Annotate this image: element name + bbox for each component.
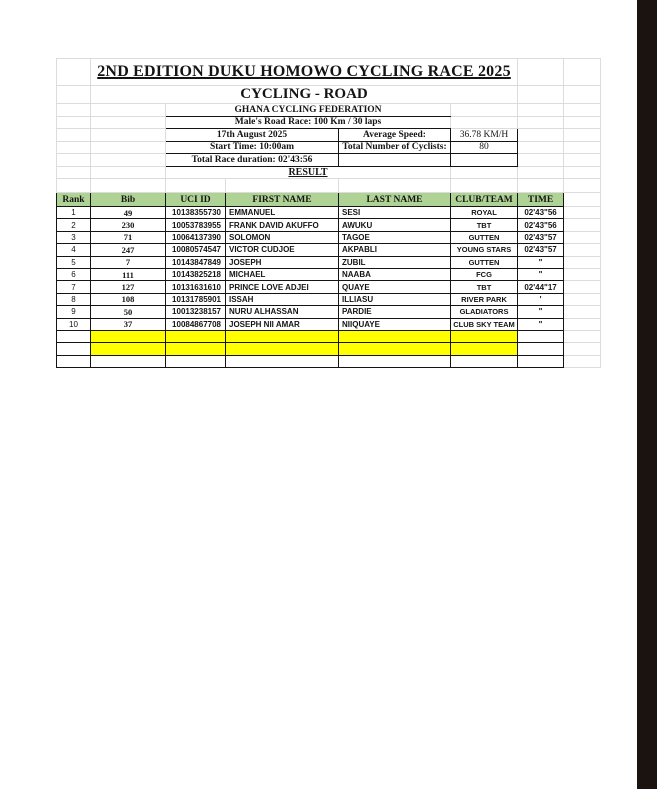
highlight-cell: [226, 330, 339, 342]
column-header-row: [57, 193, 601, 207]
club-cell: TBT: [451, 281, 518, 293]
spacer-row: [57, 179, 601, 193]
table-row: [57, 231, 601, 243]
time-cell: 02'43"56: [518, 219, 564, 231]
last-name-cell: AWUKU: [339, 219, 451, 231]
rank-cell: 4: [57, 244, 91, 256]
first-name-cell: PRINCE LOVE ADJEI: [226, 281, 339, 293]
highlight-cell: [339, 330, 451, 342]
grid-cell: [564, 318, 601, 330]
col-header-club-team: CLUB/TEAM: [451, 193, 518, 207]
race-info-row: [57, 116, 601, 129]
last-name-cell: TAGOE: [339, 231, 451, 243]
time-cell: ": [518, 268, 564, 280]
empty-cell: [451, 355, 518, 367]
bib-cell: 247: [91, 244, 166, 256]
uci-id-cell: 10143847849: [166, 256, 226, 268]
grid-cell: [564, 256, 601, 268]
empty-cell: [226, 355, 339, 367]
grid-cell: [564, 166, 601, 179]
grid-cell: [564, 179, 601, 193]
first-name-cell: FRANK DAVID AKUFFO: [226, 219, 339, 231]
time-cell: 02'44"17: [518, 281, 564, 293]
empty-cell: [339, 355, 451, 367]
uci-id-cell: 10053783955: [166, 219, 226, 231]
club-cell: TBT: [451, 219, 518, 231]
highlight-cell: [91, 330, 166, 342]
uci-id-cell: 10013238157: [166, 306, 226, 318]
first-name-cell: EMMANUEL: [226, 207, 339, 219]
grid-cell: [451, 179, 518, 193]
grid-cell: [91, 129, 166, 142]
date-row: [57, 129, 601, 142]
grid-cell: [91, 154, 166, 167]
last-name-cell: PARDIE: [339, 306, 451, 318]
grid-cell: [451, 116, 518, 129]
race-date: 17th August 2025: [166, 129, 339, 142]
time-cell: ": [518, 318, 564, 330]
rank-cell: 5: [57, 256, 91, 268]
grid-cell: [166, 179, 226, 193]
time-cell: [518, 343, 564, 355]
empty-row: [57, 355, 601, 367]
grid-cell: [91, 116, 166, 129]
grid-cell: [57, 116, 91, 129]
highlight-cell: [166, 343, 226, 355]
uci-id-cell: 10138355730: [166, 207, 226, 219]
bib-cell: 37: [91, 318, 166, 330]
federation-name: GHANA CYCLING FEDERATION: [166, 104, 451, 117]
bib-cell: 50: [91, 306, 166, 318]
total-cyclists-value: 80: [451, 141, 518, 154]
result-heading: RESULT: [166, 166, 451, 179]
page-title: 2ND EDITION DUKU HOMOWO CYCLING RACE 2025: [91, 59, 518, 86]
empty-cell: [91, 355, 166, 367]
col-header-uci-id: UCI ID: [166, 193, 226, 207]
highlight-cell: [226, 343, 339, 355]
grid-cell: [564, 59, 601, 86]
rank-cell: 3: [57, 231, 91, 243]
grid-cell: [451, 104, 518, 117]
empty-cell: [166, 355, 226, 367]
empty-cell: [339, 154, 451, 167]
grid-cell: [518, 179, 564, 193]
empty-cell: [451, 154, 518, 167]
scan-dark-band: [637, 0, 657, 789]
last-name-cell: NAABA: [339, 268, 451, 280]
time-cell: ": [518, 256, 564, 268]
start-time-row: [57, 141, 601, 154]
grid-cell: [91, 104, 166, 117]
title-row: [57, 59, 601, 86]
highlight-cell: [166, 330, 226, 342]
grid-cell: [564, 244, 601, 256]
rank-cell: [57, 330, 91, 342]
uci-id-cell: 10084867708: [166, 318, 226, 330]
grid-cell: [91, 141, 166, 154]
last-name-cell: SESI: [339, 207, 451, 219]
grid-cell: [518, 104, 564, 117]
grid-cell: [564, 343, 601, 355]
grid-cell: [564, 306, 601, 318]
grid-cell: [564, 86, 601, 104]
bib-cell: 111: [91, 268, 166, 280]
grid-cell: [518, 59, 564, 86]
avg-speed-value: 36.78 KM/H: [451, 129, 518, 142]
grid-cell: [564, 129, 601, 142]
grid-cell: [564, 355, 601, 367]
col-header-rank: Rank: [57, 193, 91, 207]
table-row: [57, 293, 601, 305]
grid-cell: [518, 116, 564, 129]
grid-cell: [57, 141, 91, 154]
grid-cell: [564, 219, 601, 231]
club-cell: ROYAL: [451, 207, 518, 219]
grid-cell: [57, 104, 91, 117]
col-header-bib: Bib: [91, 193, 166, 207]
highlight-row: [57, 330, 601, 342]
grid-cell: [564, 154, 601, 167]
time-cell: ': [518, 293, 564, 305]
uci-id-cell: 10131631610: [166, 281, 226, 293]
grid-cell: [339, 179, 451, 193]
bib-cell: 127: [91, 281, 166, 293]
start-time: Start Time: 10:00am: [166, 141, 339, 154]
last-name-cell: NIIQUAYE: [339, 318, 451, 330]
club-cell: RIVER PARK: [451, 293, 518, 305]
table-row: [57, 219, 601, 231]
grid-cell: [57, 179, 91, 193]
grid-cell: [518, 86, 564, 104]
table-row: [57, 268, 601, 280]
grid-cell: [564, 116, 601, 129]
table-row: [57, 306, 601, 318]
club-cell: GLADIATORS: [451, 306, 518, 318]
results-spreadsheet: [56, 58, 601, 368]
subtitle-row: [57, 86, 601, 104]
uci-id-cell: 10143825218: [166, 268, 226, 280]
total-cyclists-label: Total Number of Cyclists:: [339, 141, 451, 154]
duration-row: [57, 154, 601, 167]
table-row: [57, 281, 601, 293]
result-heading-row: [57, 166, 601, 179]
first-name-cell: MICHAEL: [226, 268, 339, 280]
grid-cell: [451, 166, 518, 179]
uci-id-cell: 10080574547: [166, 244, 226, 256]
rank-cell: 10: [57, 318, 91, 330]
grid-cell: [91, 179, 166, 193]
last-name-cell: QUAYE: [339, 281, 451, 293]
rank-cell: 7: [57, 281, 91, 293]
club-cell: CLUB SKY TEAM: [451, 318, 518, 330]
highlight-cell: [91, 343, 166, 355]
federation-row: [57, 104, 601, 117]
time-cell: 02'43"57: [518, 231, 564, 243]
bib-cell: 49: [91, 207, 166, 219]
table-row: [57, 207, 601, 219]
highlight-cell: [451, 343, 518, 355]
highlight-cell: [451, 330, 518, 342]
table-row: [57, 244, 601, 256]
highlight-row: [57, 343, 601, 355]
avg-speed-label: Average Speed:: [339, 129, 451, 142]
table-row: [57, 256, 601, 268]
grid-cell: [57, 129, 91, 142]
grid-cell: [564, 104, 601, 117]
grid-cell: [518, 166, 564, 179]
race-subtitle: CYCLING - ROAD: [91, 86, 518, 104]
grid-cell: [57, 86, 91, 104]
grid-cell: [564, 330, 601, 342]
race-duration: Total Race duration: 02'43:56: [166, 154, 339, 167]
highlight-cell: [339, 343, 451, 355]
uci-id-cell: 10131785901: [166, 293, 226, 305]
bib-cell: 230: [91, 219, 166, 231]
uci-id-cell: 10064137390: [166, 231, 226, 243]
rank-cell: 2: [57, 219, 91, 231]
first-name-cell: JOSEPH NII AMAR: [226, 318, 339, 330]
time-cell: [518, 330, 564, 342]
col-header-first-name: FIRST NAME: [226, 193, 339, 207]
rank-cell: 9: [57, 306, 91, 318]
col-header-last-name: LAST NAME: [339, 193, 451, 207]
first-name-cell: JOSEPH: [226, 256, 339, 268]
grid-cell: [564, 207, 601, 219]
grid-cell: [518, 141, 564, 154]
rank-cell: 8: [57, 293, 91, 305]
empty-cell: [57, 355, 91, 367]
empty-cell: [518, 355, 564, 367]
time-cell: 02'43"57: [518, 244, 564, 256]
grid-cell: [57, 154, 91, 167]
grid-cell: [564, 268, 601, 280]
grid-cell: [57, 166, 91, 179]
col-header-time: TIME: [518, 193, 564, 207]
bib-cell: 108: [91, 293, 166, 305]
last-name-cell: ILLIASU: [339, 293, 451, 305]
club-cell: YOUNG STARS: [451, 244, 518, 256]
club-cell: GUTTEN: [451, 256, 518, 268]
grid-cell: [564, 193, 601, 207]
first-name-cell: NURU ALHASSAN: [226, 306, 339, 318]
grid-cell: [564, 231, 601, 243]
bib-cell: 71: [91, 231, 166, 243]
rank-cell: 6: [57, 268, 91, 280]
grid-cell: [518, 154, 564, 167]
rank-cell: [57, 343, 91, 355]
bib-cell: 7: [91, 256, 166, 268]
first-name-cell: SOLOMON: [226, 231, 339, 243]
first-name-cell: ISSAH: [226, 293, 339, 305]
time-cell: 02'43"56: [518, 207, 564, 219]
club-cell: FCG: [451, 268, 518, 280]
rank-cell: 1: [57, 207, 91, 219]
table-row: [57, 318, 601, 330]
grid-cell: [226, 179, 339, 193]
first-name-cell: VICTOR CUDJOE: [226, 244, 339, 256]
grid-cell: [57, 59, 91, 86]
last-name-cell: ZUBIL: [339, 256, 451, 268]
race-info: Male's Road Race: 100 Km / 30 laps: [166, 116, 451, 129]
last-name-cell: AKPABLI: [339, 244, 451, 256]
grid-cell: [564, 281, 601, 293]
club-cell: GUTTEN: [451, 231, 518, 243]
grid-cell: [91, 166, 166, 179]
grid-cell: [564, 293, 601, 305]
grid-cell: [564, 141, 601, 154]
grid-cell: [518, 129, 564, 142]
time-cell: ": [518, 306, 564, 318]
